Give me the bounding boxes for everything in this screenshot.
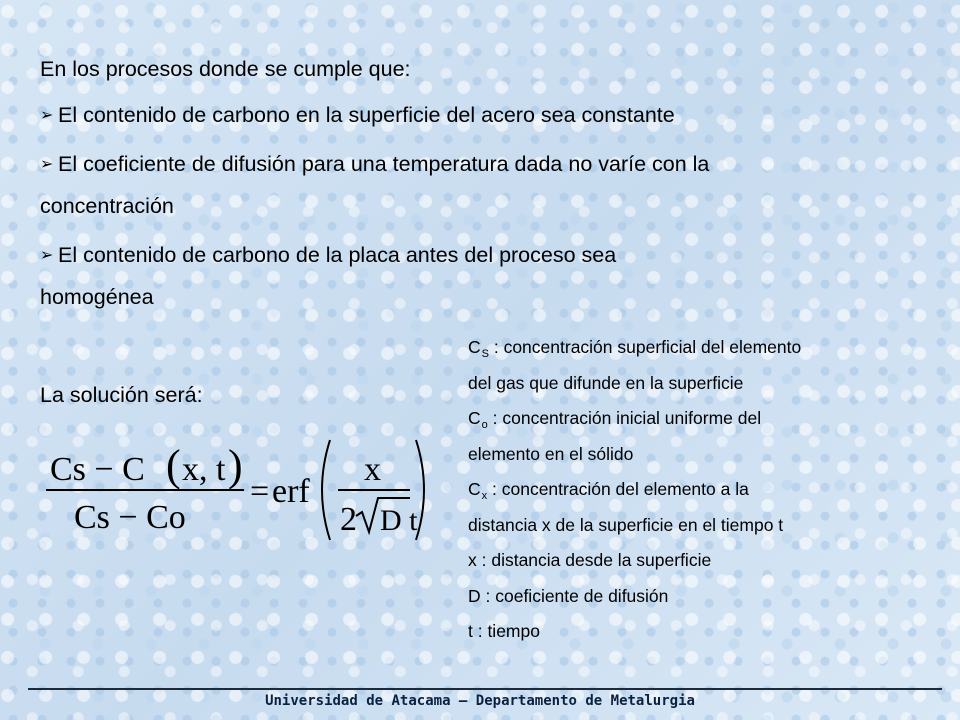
legend-text: : concentración del elemento a la xyxy=(487,479,749,499)
arrow-bullet-icon: ➢ xyxy=(40,247,54,264)
legend-cx-continued: distancia x de la superficie en el tiempo t xyxy=(468,514,784,535)
formula-big-paren-left xyxy=(322,440,330,540)
bullet-text-1: El contenido de carbono en la superficie del acero sea constante xyxy=(58,103,675,127)
formula-erf: erf xyxy=(272,473,310,510)
footer-text: Universidad de Atacama – Departamento de Metalurgia xyxy=(265,693,695,709)
formula-numerator-args: x, t xyxy=(182,451,226,488)
legend-co xyxy=(468,401,801,437)
legend-symbol: C xyxy=(468,337,481,357)
formula-paren-close: ) xyxy=(228,441,243,490)
formula-inner-numerator: x xyxy=(364,451,381,488)
erf-formula xyxy=(38,428,428,568)
bullet-item-3 xyxy=(40,241,616,270)
legend-t: t : tiempo xyxy=(468,621,540,641)
legend-cx xyxy=(468,472,801,508)
variable-legend xyxy=(468,330,801,650)
legend-symbol: C xyxy=(468,408,481,428)
formula-numerator-left: Cs − C xyxy=(50,451,145,488)
bullet-text-3b: homogénea xyxy=(40,285,154,309)
legend-subscript: o xyxy=(481,419,488,431)
bullet-text-2a: El coeficiente de difusión para una temperatura dada no varíe con la xyxy=(58,152,710,176)
footer-divider xyxy=(28,688,942,690)
legend-symbol: C xyxy=(468,479,481,499)
bullet-text-3a: El contenido de carbono de la placa antes del proceso sea xyxy=(58,243,617,267)
arrow-bullet-icon: ➢ xyxy=(40,107,54,124)
bullet-item-2 xyxy=(40,150,709,179)
legend-cs xyxy=(468,330,801,366)
legend-text: : concentración superficial del elemento xyxy=(488,337,802,357)
bullet-item-1 xyxy=(40,101,675,130)
solution-label: La solución será: xyxy=(40,383,203,407)
legend-x: x : distancia desde la superficie xyxy=(468,550,712,570)
formula-inner-coefficient: 2 xyxy=(340,501,357,538)
legend-co-continued: elemento en el sólido xyxy=(468,443,634,464)
legend-d: D : coeficiente de difusión xyxy=(468,585,669,606)
formula-radicand: D t xyxy=(380,504,418,537)
legend-subscript: S xyxy=(481,348,489,360)
formula-paren-open: ( xyxy=(166,441,181,490)
legend-subscript: x xyxy=(481,490,488,502)
legend-cs-continued: del gas que difunde en la superficie xyxy=(468,372,744,393)
intro-text: En los procesos donde se cumple que: xyxy=(40,57,411,81)
arrow-bullet-icon: ➢ xyxy=(40,156,54,173)
legend-text: : concentración inicial uniforme del xyxy=(487,408,762,428)
formula-denominator: Cs − Co xyxy=(74,499,186,536)
formula-equals: = xyxy=(250,473,270,510)
bullet-text-2b: concentración xyxy=(40,194,174,218)
